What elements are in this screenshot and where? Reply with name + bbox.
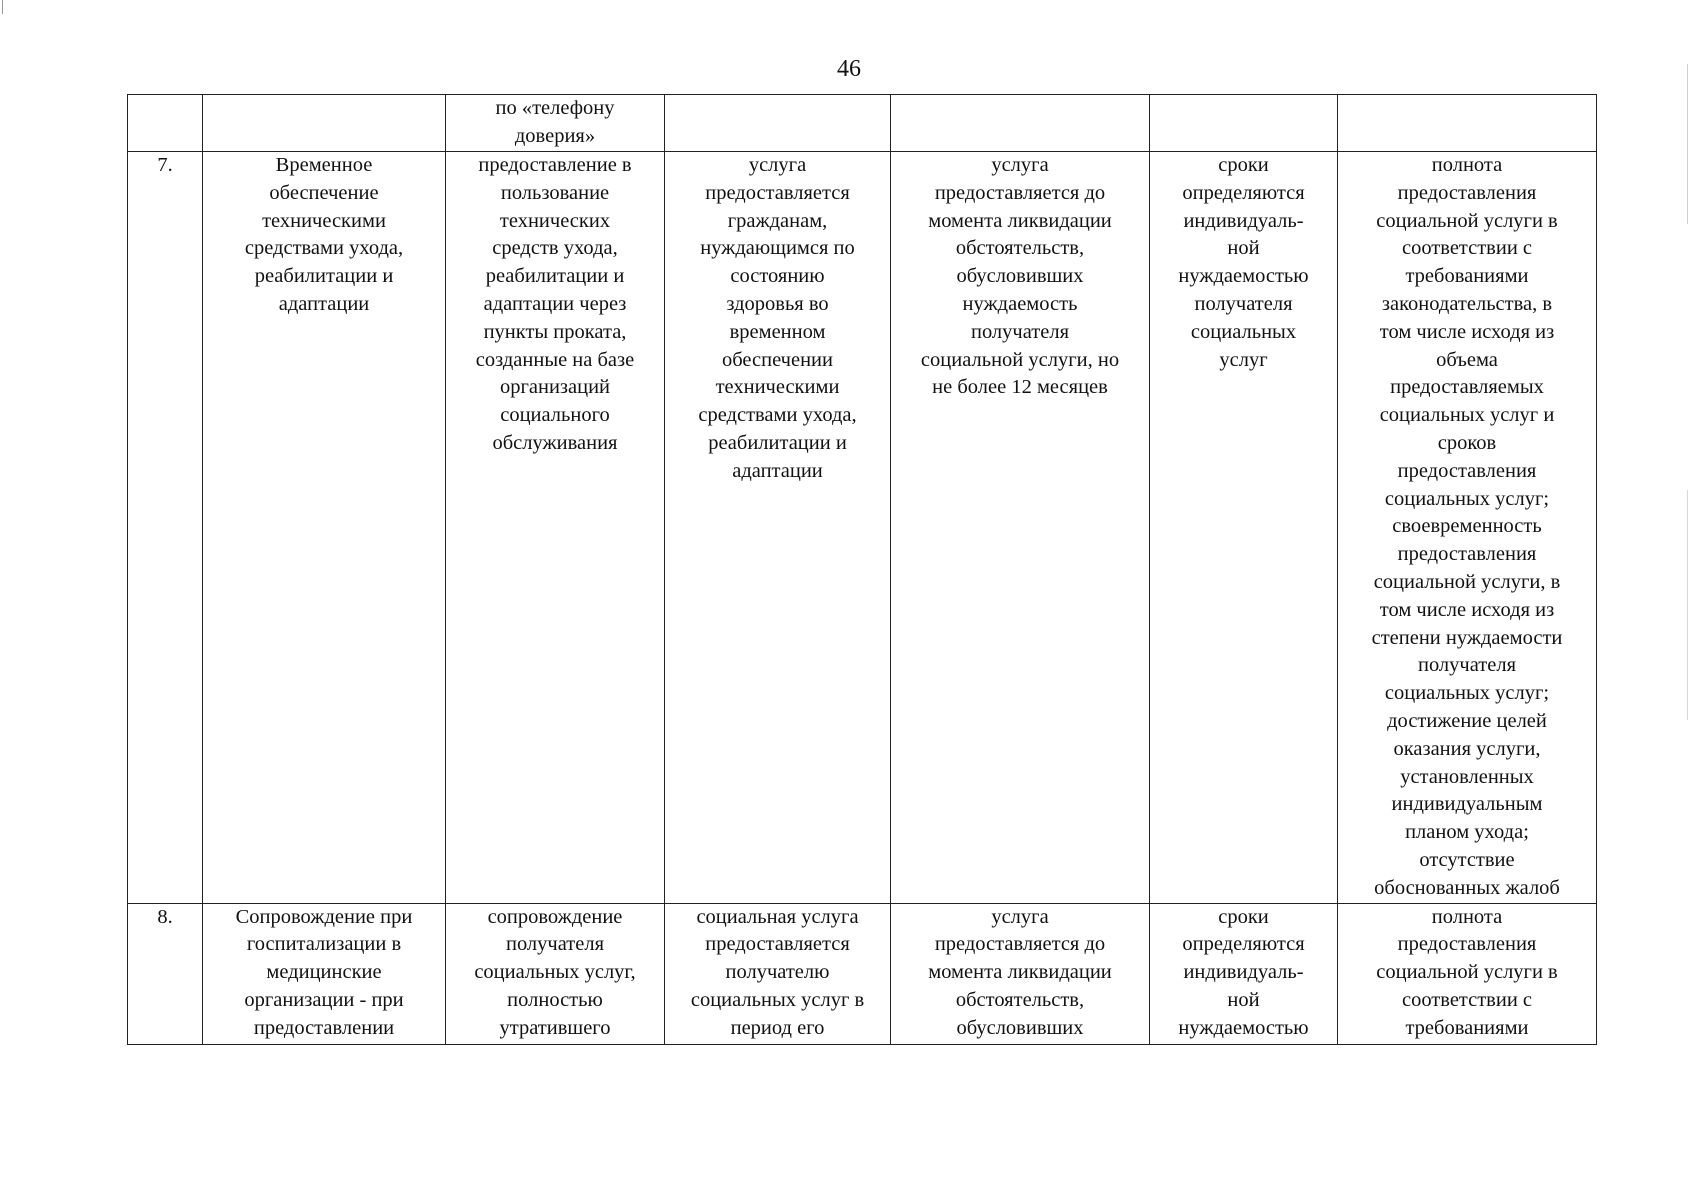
cell-service-description: сопровождение получателя социальных услуг, полностью утратившего <box>446 903 665 1044</box>
cell-service-name: Сопровождение при госпитализации в медицинские организации - при предоставлении <box>203 903 446 1044</box>
cell-quality-indicators: полнота предоставления социальной услуги в соответствии с требованиями законодательства, в том числе исходя из объема предоставляемых социальных услуг и сроков предоставления социальных услуг; своевременность предоставления социальной услуги, в том числе исходя из степени нуждаемости получателя социальных услуг; достижение целей оказания услуги, установленных индивидуальным планом ухода; отсутствие обоснованных жалоб <box>1338 152 1597 904</box>
cell-number <box>128 95 203 152</box>
services-table <box>127 94 1597 1045</box>
cell-provision-terms: услуга предоставляется до момента ликвидации обстоятельств, обусловивших нуждаемость получателя социальной услуги, но не более 12 месяцев <box>891 152 1150 904</box>
cell-deadlines: сроки определяются индивидуаль- ной нуждаемостью <box>1150 903 1338 1044</box>
cell-service-description: предоставление в пользование технических средств ухода, реабилитации и адаптации через пункты проката, созданные на базе организаций социального обслуживания <box>446 152 665 904</box>
table-row <box>128 152 1597 904</box>
table-row-continuation <box>128 95 1597 152</box>
scan-corner-mark <box>2 0 3 14</box>
scan-edge-mark <box>1687 64 1688 224</box>
cell-provision-conditions: услуга предоставляется гражданам, нуждающимся по состоянию здоровья во временном обеспечении техническими средствами ухода, реабилитации и адаптации <box>665 152 891 904</box>
cell-deadlines <box>1150 95 1338 152</box>
cell-provision-terms: услуга предоставляется до момента ликвидации обстоятельств, обусловивших <box>891 903 1150 1044</box>
cell-deadlines: сроки определяются индивидуаль- ной нуждаемостью получателя социальных услуг <box>1150 152 1338 904</box>
table-row <box>128 903 1597 1044</box>
cell-service-name <box>203 95 446 152</box>
cell-number: 8. <box>128 903 203 1044</box>
cell-service-description: по «телефону доверия» <box>446 95 665 152</box>
cell-provision-conditions <box>665 95 891 152</box>
cell-quality-indicators: полнота предоставления социальной услуги в соответствии с требованиями <box>1338 903 1597 1044</box>
cell-provision-terms <box>891 95 1150 152</box>
scan-edge-mark <box>1687 490 1688 720</box>
cell-provision-conditions: социальная услуга предоставляется получателю социальных услуг в период его <box>665 903 891 1044</box>
cell-service-name: Временное обеспечение техническими средствами ухода, реабилитации и адаптации <box>203 152 446 904</box>
cell-quality-indicators <box>1338 95 1597 152</box>
cell-number: 7. <box>128 152 203 904</box>
page-number: 46 <box>837 56 861 82</box>
